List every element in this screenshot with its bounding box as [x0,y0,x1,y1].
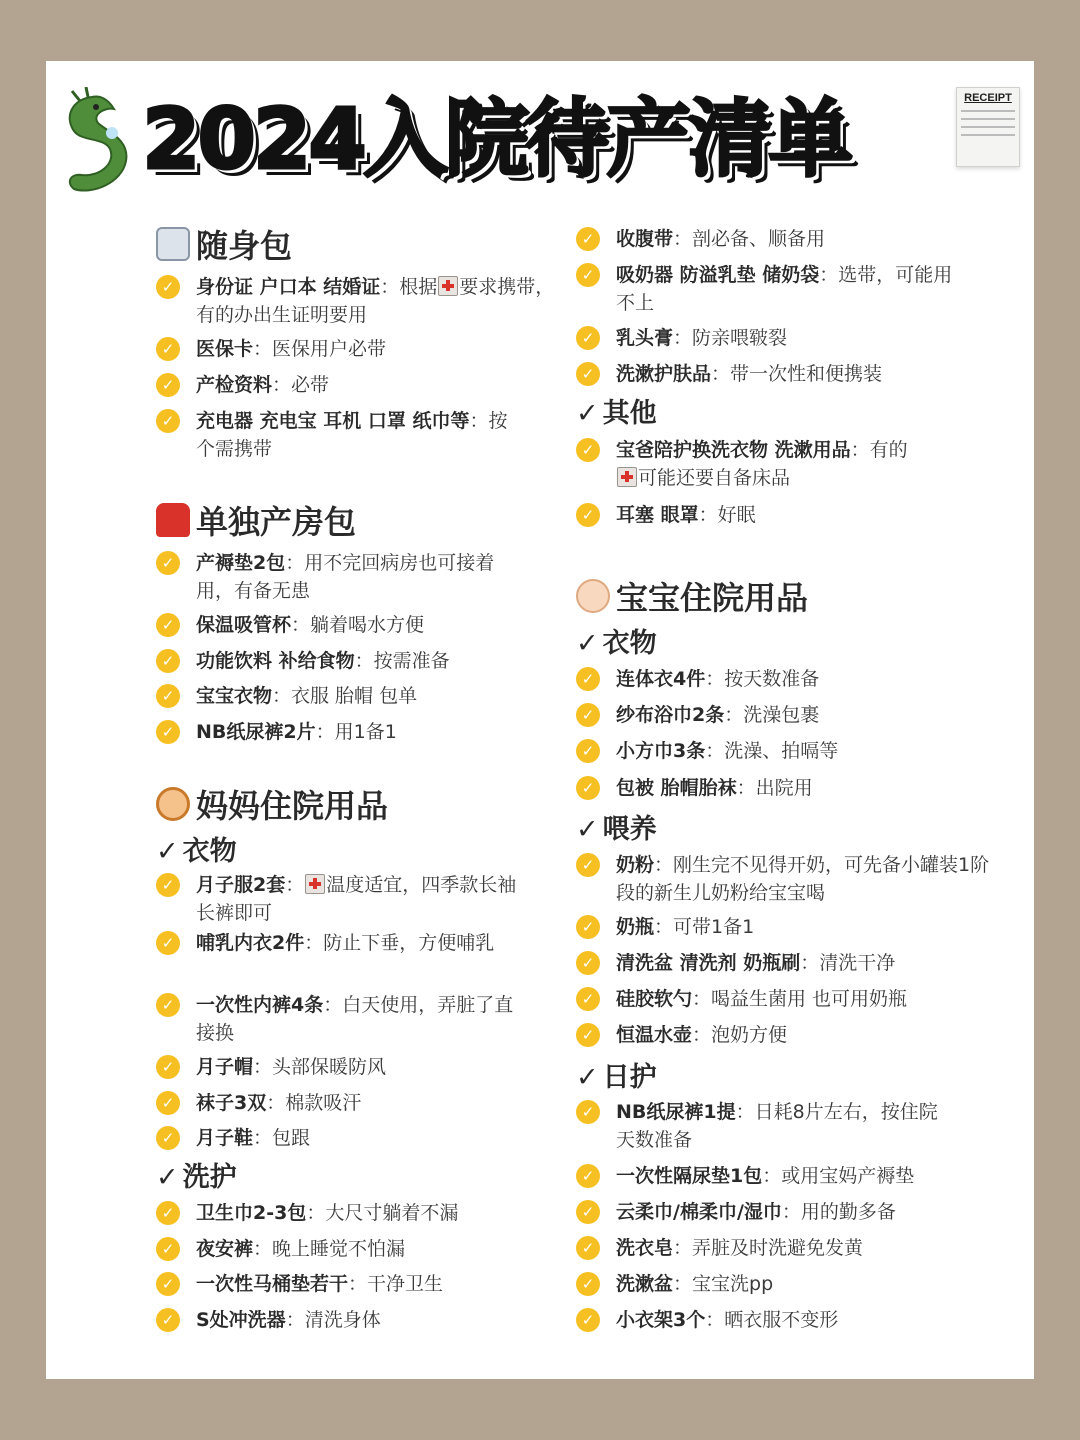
check-icon: ✓ [576,326,600,350]
checklist-card [46,61,1034,1379]
check-icon: ✓ [576,853,600,877]
hospital-icon [617,467,637,487]
check-icon: ✓ [156,993,180,1017]
list-item: ✓ 一次性隔尿垫1包：或用宝妈产褥垫 [576,1162,996,1190]
check-icon: ✓ [156,409,180,433]
list-item: ✓ 产褥垫2包：用不完回病房也可接着用，有备无患 [156,549,516,605]
check-icon: ✓ [576,1236,600,1260]
check-icon: ✓ [156,1091,180,1115]
check-icon: ✓ [156,649,180,673]
list-item: ✓ 硅胶软勺：喝益生菌用 也可用奶瓶 [576,985,996,1013]
list-item: ✓ 洗漱盆：宝宝洗pp [576,1270,996,1298]
list-item: ✓ 夜安裤：晚上睡觉不怕漏 [156,1235,556,1263]
list-item: ✓ 恒温水壶：泡奶方便 [576,1021,996,1049]
check-icon: ✓ [576,951,600,975]
check-icon: ✓ [576,438,600,462]
check-icon: ✓ [156,1308,180,1332]
check-icon: ✓ [576,1100,600,1124]
check-icon: ✓ [156,873,180,897]
list-item: ✓ 医保卡：医保用户必带 [156,335,556,363]
checkmark-icon: ✓ [156,1162,179,1193]
list-item: ✓ 宝宝衣物：衣服 胎帽 包单 [156,682,556,710]
list-item: ✓ 云柔巾/棉柔巾/湿巾：用的勤多备 [576,1198,996,1226]
check-icon: ✓ [156,275,180,299]
list-item: ✓ 月子帽：头部保暖防风 [156,1053,556,1081]
mother-icon [156,787,190,821]
list-item: ✓ 身份证 户口本 结婚证：根据 要求携带，有的办出生证明要用 [156,273,556,329]
check-icon: ✓ [576,776,600,800]
list-item: ✓ 月子鞋：包跟 [156,1124,556,1152]
check-icon: ✓ [156,931,180,955]
check-icon: ✓ [156,1272,180,1296]
list-item: ✓ 奶粉：刚生完不见得开奶，可先备小罐装1阶段的新生儿奶粉给宝宝喝 [576,851,996,907]
list-item: ✓ 小方巾3条：洗澡、拍嗝等 [576,737,996,765]
check-icon: ✓ [576,987,600,1011]
check-icon: ✓ [156,1237,180,1261]
list-item: ✓ 奶瓶：可带1备1 [576,913,996,941]
list-item: ✓ 充电器 充电宝 耳机 口罩 纸巾等：按个需携带 [156,407,516,463]
section-heading-delivery-bag: 单独产房包 [156,497,356,543]
check-icon: ✓ [156,1126,180,1150]
check-icon: ✓ [576,1272,600,1296]
check-icon: ✓ [576,362,600,386]
check-icon: ✓ [156,613,180,637]
list-item: ✓ 功能饮料 补给食物：按需准备 [156,647,556,675]
list-item: ✓ 保温吸管杯：躺着喝水方便 [156,611,556,639]
receipt-label: RECEIPT [964,92,1012,104]
title-row [46,83,1034,203]
list-item: ✓ 纱布浴巾2条：洗澡包裹 [576,701,996,729]
section-heading-mom: 妈妈住院用品 [156,781,388,827]
dragon-icon [52,87,138,197]
check-icon: ✓ [576,703,600,727]
subheading-other: ✓ 其他 [576,398,657,429]
list-item: ✓ 袜子3双：棉款吸汗 [156,1089,556,1117]
list-item: ✓ 洗衣皂：弄脏及时洗避免发黄 [576,1234,996,1262]
check-icon: ✓ [156,1201,180,1225]
list-item: ✓ NB纸尿裤1提：日耗8片左右，按住院天数准备 [576,1098,956,1154]
check-icon: ✓ [576,667,600,691]
list-item: ✓ 耳塞 眼罩：好眠 [576,501,996,529]
list-item: ✓ 宝爸陪护换洗衣物 洗漱用品：有的 可能还要自备床品 [576,436,966,492]
list-item: ✓ 一次性马桶垫若干：干净卫生 [156,1270,556,1298]
section-heading-carry-bag: 随身包 [156,221,292,267]
list-item: ✓ S处冲洗器：清洗身体 [156,1306,556,1334]
check-icon: ✓ [156,684,180,708]
check-icon: ✓ [576,1164,600,1188]
check-icon: ✓ [156,337,180,361]
check-icon: ✓ [576,1200,600,1224]
checkmark-icon: ✓ [576,398,599,429]
backpack-icon [156,503,190,537]
list-item: ✓ 乳头膏：防亲喂皲裂 [576,324,996,352]
receipt-icon [956,87,1020,167]
subheading-baby-clothes: ✓ 衣物 [576,628,657,659]
check-icon: ✓ [576,227,600,251]
subheading-baby-daily-care: ✓ 日护 [576,1062,657,1093]
list-item: ✓ 连体衣4件：按天数准备 [576,665,996,693]
list-item: ✓ 吸奶器 防溢乳垫 储奶袋：选带，可能用不上 [576,261,966,317]
section-heading-baby: 宝宝住院用品 [576,573,808,619]
hospital-icon [305,874,325,894]
checkmark-icon: ✓ [576,814,599,845]
hospital-icon [438,276,458,296]
subheading-mom-clothes: ✓ 衣物 [156,836,237,867]
subheading-baby-feeding: ✓ 喂养 [576,814,657,845]
checkmark-icon: ✓ [576,628,599,659]
check-icon: ✓ [156,551,180,575]
check-icon: ✓ [576,739,600,763]
check-icon: ✓ [576,263,600,287]
baby-icon [576,579,610,613]
list-item: ✓ 包被 胎帽胎袜：出院用 [576,774,996,802]
list-item: ✓ NB纸尿裤2片：用1备1 [156,718,556,746]
check-icon: ✓ [156,720,180,744]
list-item: ✓ 产检资料：必带 [156,371,556,399]
checkmark-icon: ✓ [576,1062,599,1093]
check-icon: ✓ [156,1055,180,1079]
list-item: ✓ 收腹带：剖必备、顺备用 [576,225,996,253]
check-icon: ✓ [576,915,600,939]
list-item: ✓ 卫生巾2-3包：大尺寸躺着不漏 [156,1199,556,1227]
list-item: ✓ 一次性内裤4条：白天使用，弄脏了直接换 [156,991,526,1047]
check-icon: ✓ [576,1023,600,1047]
subheading-mom-care: ✓ 洗护 [156,1162,237,1193]
check-icon: ✓ [576,1308,600,1332]
list-item: ✓ 哺乳内衣2件：防止下垂，方便哺乳 [156,929,526,957]
id-card-icon [156,227,190,261]
check-icon: ✓ [156,373,180,397]
page-title: 2024入院待产清单 [142,90,850,188]
list-item: ✓ 洗漱护肤品：带一次性和便携装 [576,360,996,388]
check-icon: ✓ [576,503,600,527]
list-item: ✓ 小衣架3个：晒衣服不变形 [576,1306,996,1334]
list-item: ✓ 月子服2套： 温度适宜，四季款长袖长裤即可 [156,871,526,927]
list-item: ✓ 清洗盆 清洗剂 奶瓶刷：清洗干净 [576,949,996,977]
checkmark-icon: ✓ [156,836,179,867]
